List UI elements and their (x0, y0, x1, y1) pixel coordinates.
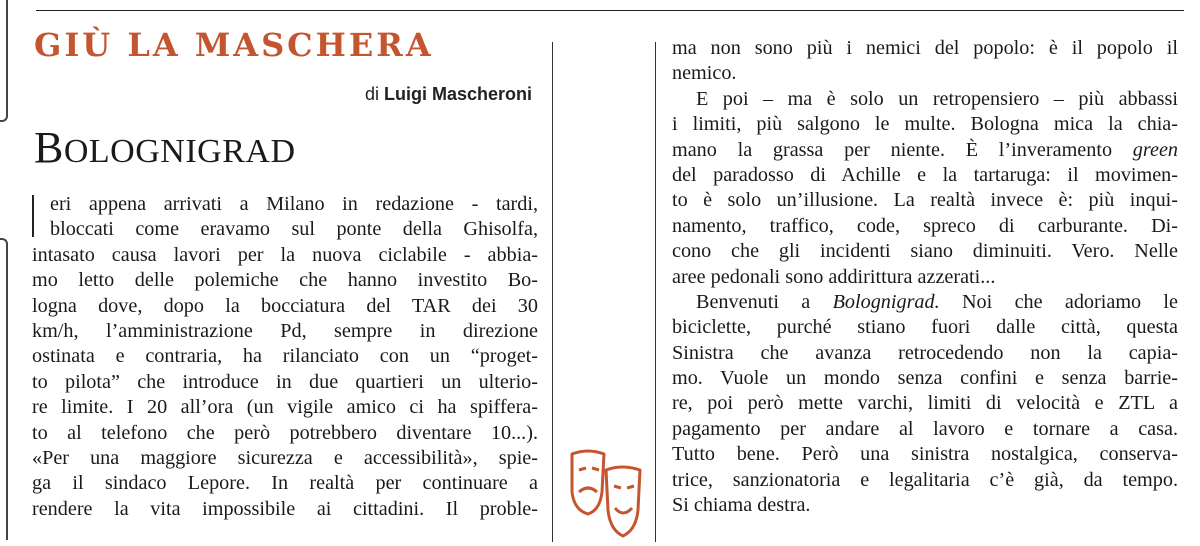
body-line: namento, traffico, code, spreco di carburante. Di- (672, 214, 1178, 237)
body-line: ga il sindaco Lepore. In realtà per continuare a (32, 472, 538, 495)
article-headline (34, 123, 296, 172)
body-line: to al telefono che però potrebbero diventare 10...). (32, 421, 538, 444)
body-line: re limite. I 20 all’ora (un vigile amico ci ha spiffera- (32, 396, 538, 419)
body-line: Sinistra che avanza retrocedendo non la capia- (672, 341, 1178, 364)
body-line: trice, sanzionatoria e legalitaria c’è già, da tempo. (672, 468, 1178, 491)
body-line: nemico. (672, 62, 737, 85)
headline-rest: OLOGNIGRAD (63, 133, 296, 170)
body-line: rendere la vita impossibile ai cittadini. Il proble- (32, 497, 538, 520)
body-line: logna dove, dopo la bocciatura del TAR dei 30 (32, 294, 538, 317)
body-line: biciclette, purché stiano fuori dalle città, questa (672, 316, 1178, 339)
body-line: mo. Vuole un mondo senza confini e senza barrie- (672, 367, 1178, 390)
drop-cap-initial (32, 195, 46, 237)
body-line: bloccati come eravamo sul ponte della Ghisolfa, (50, 218, 538, 241)
body-line: Benvenuti a Bolognigrad. Noi che adoriamo le (696, 290, 1178, 313)
body-line: mo letto delle polemiche che hanno investito Bo- (32, 269, 538, 292)
body-line: del paradosso di Achille e la tartaruga: il movimen- (672, 163, 1178, 186)
body-line: ma non sono più i nemici del popolo: è il popolo il (672, 37, 1178, 59)
column-rule-left (552, 42, 553, 542)
article-column-right (672, 36, 1178, 518)
top-rule (36, 10, 1184, 11)
body-line: to è solo un’illusione. La realtà invece è: più inqui- (672, 189, 1178, 212)
headline-initial: B (34, 123, 64, 172)
body-line: ostinata e contraria, ha rilanciato con un “proget- (32, 345, 538, 368)
body-line: i limiti, più salgono le multe. Bologna mica la chia- (672, 113, 1178, 136)
body-line: km/h, l’amministrazione Pd, sempre in direzione (32, 319, 538, 342)
page-edge-bottom (0, 238, 8, 540)
body-line: Si chiama destra. (672, 494, 811, 517)
body-line: mano la grassa per niente. È l’inveramento green (672, 138, 1178, 161)
body-line: aree pedonali sono addirittura azzerati... (672, 265, 996, 288)
body-line: intasato causa lavori per la nuova ciclabile - abbia- (32, 243, 538, 266)
body-line: eri appena arrivati a Milano in redazione - tardi, (32, 192, 538, 217)
body-line: re, poi però mette varchi, limiti di velocità e ZTL a (672, 392, 1178, 415)
article-column-left (32, 192, 538, 522)
body-line: cono che gli incidenti siano diminuiti. Vero. Nelle (672, 240, 1178, 263)
body-line: Tutto bene. Però una sinistra nostalgica, conserva- (672, 443, 1178, 466)
page-edge-top (0, 0, 8, 122)
byline-author: Luigi Mascheroni (383, 84, 532, 104)
byline (365, 84, 532, 105)
body-line: to pilota” che introduce in due quartieri un ulterio- (32, 370, 538, 393)
body-line: «Per una maggiore sicurezza e accessibilità», spie- (32, 446, 538, 469)
column-rule-right (655, 42, 656, 542)
column-rubric: GIÙ LA MASCHERA (34, 26, 434, 64)
body-line: E poi – ma è solo un retropensiero – più abbassi (696, 87, 1178, 110)
body-line: pagamento per andare al lavoro e tornare a casa. (672, 417, 1178, 440)
theatre-masks-icon (566, 448, 646, 540)
byline-prefix: di (364, 84, 379, 104)
